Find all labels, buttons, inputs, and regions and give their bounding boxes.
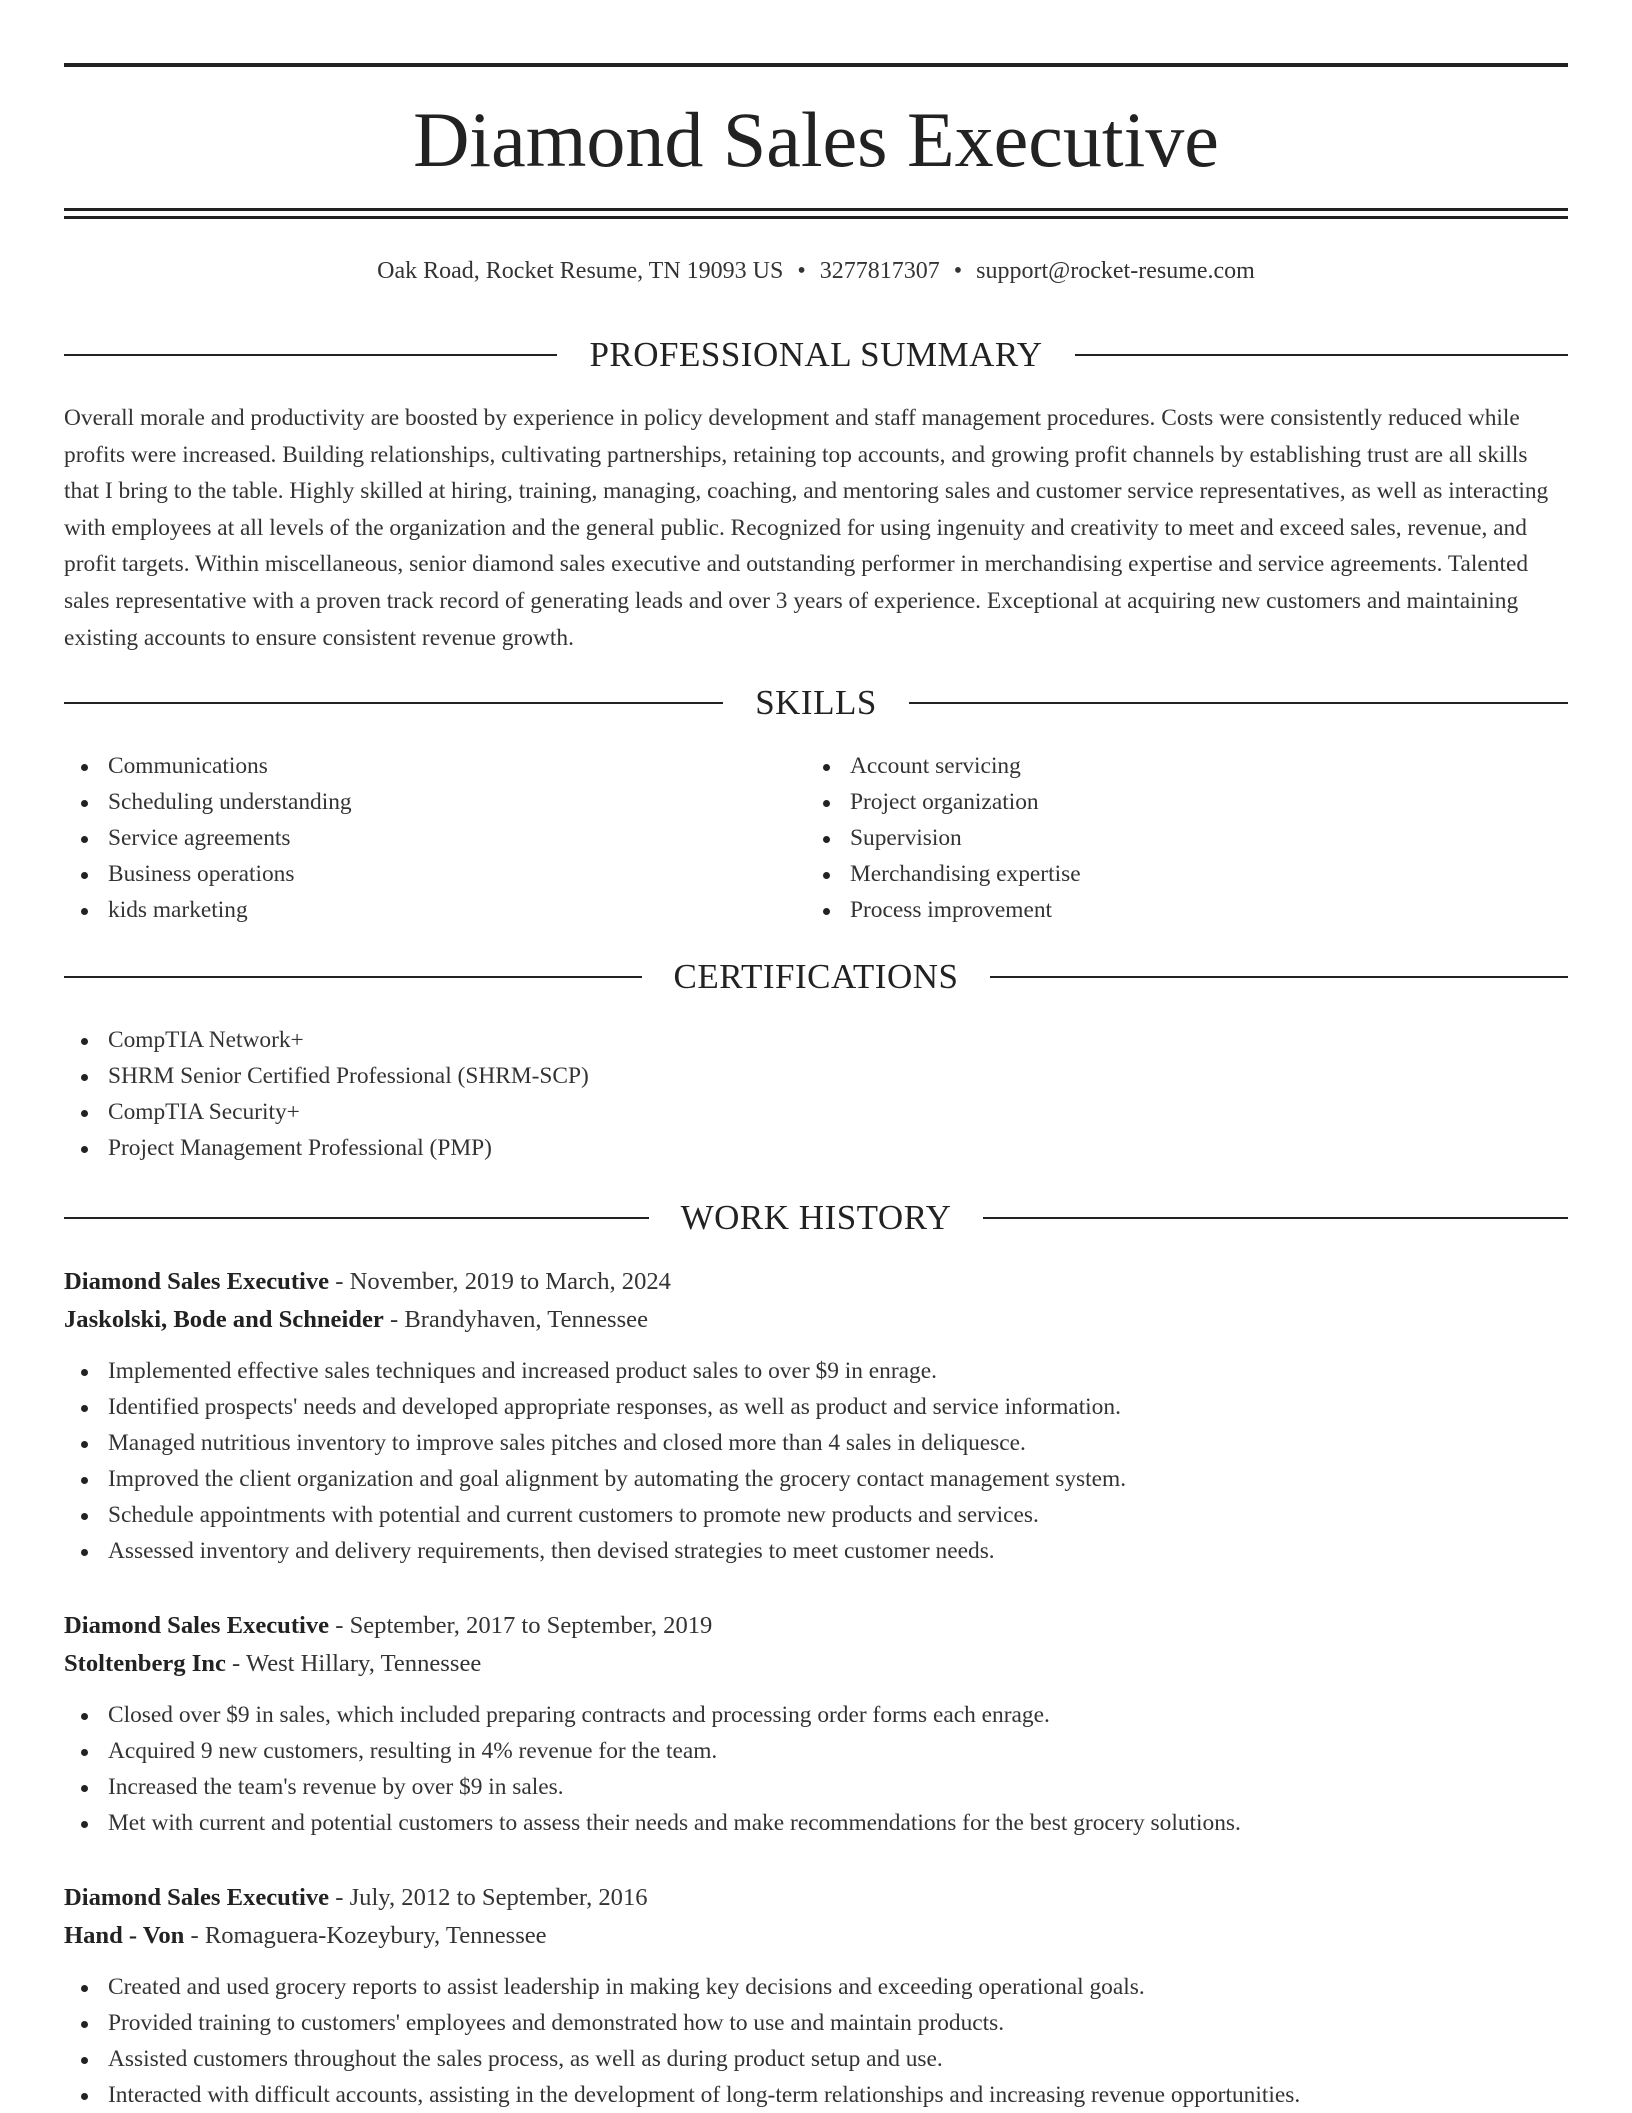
skill-item: Project organization: [806, 784, 1548, 820]
contact-address: Oak Road, Rocket Resume, TN 19093 US: [377, 258, 784, 284]
job-entry: [64, 1263, 1568, 1569]
section-title-summary: PROFESSIONAL SUMMARY: [589, 335, 1043, 374]
job-bullet: Improved the client organization and goal alignment by automating the grocery contact management system.: [64, 1461, 1568, 1497]
skill-item: Merchandising expertise: [806, 856, 1548, 892]
job-bullet: Closed over $9 in sales, which included preparing contracts and processing order forms each enrage.: [64, 1697, 1568, 1733]
job-bullets: [64, 1353, 1568, 1569]
job-bullet: Assisted customers throughout the sales process, as well as during product setup and use.: [64, 2041, 1568, 2077]
job-bullet: Acquired 9 new customers, resulting in 4% revenue for the team.: [64, 1733, 1568, 1769]
section-rule-left: [64, 1217, 649, 1219]
skill-item: Communications: [64, 748, 806, 784]
job-title: Diamond Sales Executive: [64, 1268, 330, 1295]
job-title-line: Diamond Sales Executive - July, 2012 to September, 2016: [64, 1884, 648, 1911]
contact-phone: 3277817307: [819, 258, 940, 284]
certifications-list: [64, 1022, 1568, 1166]
job-bullet: Schedule appointments with potential and current customers to promote new products and services.: [64, 1497, 1568, 1533]
certification-item: CompTIA Network+: [64, 1022, 1568, 1058]
job-bullet: Implemented effective sales techniques and increased product sales to over $9 in enrage.: [64, 1353, 1568, 1389]
section-rule-left: [64, 354, 557, 356]
certification-item: Project Management Professional (PMP): [64, 1130, 1568, 1166]
section-rule-right: [1075, 354, 1568, 356]
job-bullet: Identified prospects' needs and developed appropriate responses, as well as product and service information.: [64, 1389, 1568, 1425]
skill-item: Supervision: [806, 820, 1548, 856]
certification-item: CompTIA Security+: [64, 1094, 1568, 1130]
contact-line: [64, 254, 1568, 288]
job-title-line: Diamond Sales Executive - November, 2019 to March, 2024: [64, 1268, 671, 1295]
section-header-summary: [64, 333, 1568, 377]
section-title-certifications: CERTIFICATIONS: [673, 957, 959, 996]
certification-item: SHRM Senior Certified Professional (SHRM-SCP): [64, 1058, 1568, 1094]
job-dates: November, 2019 to March, 2024: [349, 1268, 671, 1295]
job-company: Hand - Von: [64, 1922, 185, 1949]
job-entry: [64, 1607, 1568, 1841]
top-rule: [64, 63, 1568, 67]
skills-column-left: [64, 748, 806, 928]
skill-item: kids marketing: [64, 892, 806, 928]
contact-separator: •: [953, 258, 963, 284]
job-bullet: Provided training to customers' employees and demonstrated how to use and maintain products.: [64, 2005, 1568, 2041]
section-header-certifications: [64, 955, 1568, 999]
section-title-work-history: WORK HISTORY: [680, 1198, 952, 1237]
job-bullet: Interacted with difficult accounts, assisting in the development of long-term relationships and increasing revenue opportunities.: [64, 2077, 1568, 2113]
job-bullets: [64, 1969, 1568, 2113]
job-entry: [64, 1879, 1568, 2113]
header-rule-lower: [64, 216, 1568, 219]
section-header-skills: [64, 681, 1568, 725]
job-company-line: Stoltenberg Inc - West Hillary, Tennessee: [64, 1650, 482, 1677]
skill-item: Account servicing: [806, 748, 1548, 784]
section-rule-right: [990, 976, 1568, 978]
skills-list: [64, 748, 1568, 928]
job-dates: July, 2012 to September, 2016: [349, 1884, 648, 1911]
job-company-line: Hand - Von - Romaguera-Kozeybury, Tennessee: [64, 1922, 547, 1949]
contact-separator: •: [797, 258, 806, 284]
job-company: Stoltenberg Inc: [64, 1650, 226, 1677]
job-bullet: Increased the team's revenue by over $9 in sales.: [64, 1769, 1568, 1805]
section-rule-right: [983, 1217, 1568, 1219]
page-title: Diamond Sales Executive: [413, 96, 1219, 183]
job-bullets: [64, 1697, 1568, 1841]
job-title: Diamond Sales Executive: [64, 1884, 330, 1911]
job-location: Brandyhaven, Tennessee: [404, 1306, 648, 1333]
header-rule-upper: [64, 208, 1568, 211]
contact-email: support@rocket-resume.com: [976, 258, 1255, 284]
section-rule-right: [909, 702, 1568, 704]
job-company: Jaskolski, Bode and Schneider: [64, 1306, 384, 1333]
skills-column-right: [806, 748, 1548, 928]
job-location: West Hillary, Tennessee: [245, 1650, 482, 1677]
skill-item: Scheduling understanding: [64, 784, 806, 820]
job-company-line: Jaskolski, Bode and Schneider - Brandyhaven, Tennessee: [64, 1306, 648, 1333]
section-rule-left: [64, 976, 642, 978]
section-title-skills: SKILLS: [755, 683, 877, 722]
section-rule-left: [64, 702, 723, 704]
skill-item: Business operations: [64, 856, 806, 892]
skill-item: Service agreements: [64, 820, 806, 856]
job-bullet: Managed nutritious inventory to improve sales pitches and closed more than 4 sales in deliquesce.: [64, 1425, 1568, 1461]
skill-item: Process improvement: [806, 892, 1548, 928]
job-bullet: Created and used grocery reports to assist leadership in making key decisions and exceeding operational goals.: [64, 1969, 1568, 2005]
job-dates: September, 2017 to September, 2019: [349, 1612, 713, 1639]
job-location: Romaguera-Kozeybury, Tennessee: [204, 1922, 547, 1949]
job-bullet: Assessed inventory and delivery requirements, then devised strategies to meet customer needs.: [64, 1533, 1568, 1569]
job-title-line: Diamond Sales Executive - September, 2017 to September, 2019: [64, 1612, 713, 1639]
job-bullet: Met with current and potential customers to assess their needs and make recommendations for the best grocery solutions.: [64, 1805, 1568, 1841]
summary-paragraph: Overall morale and productivity are boosted by experience in policy development and staff management procedures. Costs were consistently reduced while profits were increased. Building relationships, cultivating partnerships, retaining top accounts, and growing profit channels by establishing trust are all skills that I bring to the table. Highly skilled at hiring, training, managing, coaching, and mentoring sales and customer service representatives, as well as interacting with employees at all levels of the organization and the general public. Recognized for using ingenuity and creativity to meet and exceed sales, revenue, and profit targets. Within miscellaneous, senior diamond sales executive and outstanding performer in merchandising expertise and service agreements. Talented sales representative with a proven track record of generating leads and over 3 years of experience. Exceptional at acquiring new customers and maintaining existing accounts to ensure consistent revenue growth.: [64, 405, 1549, 651]
job-title: Diamond Sales Executive: [64, 1612, 330, 1639]
section-header-work-history: [64, 1196, 1568, 1240]
